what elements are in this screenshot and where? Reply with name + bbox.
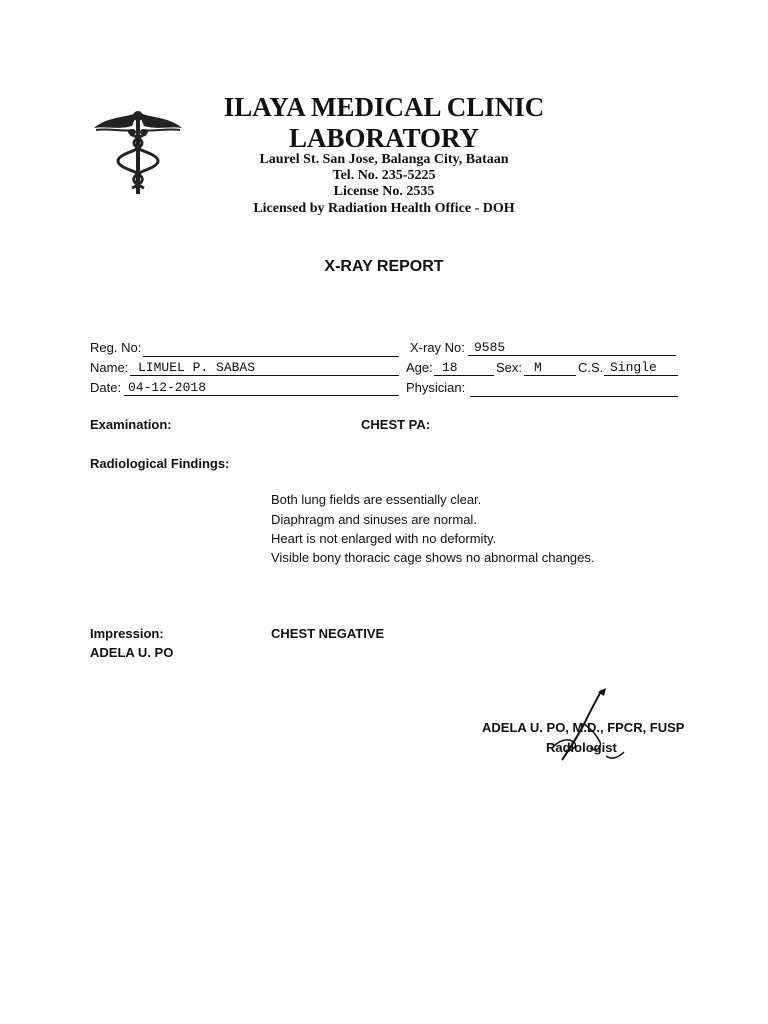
xray-no-field: 9585 — [468, 340, 676, 356]
finding-line: Visible bony thoracic cage shows no abnormal changes. — [271, 550, 595, 565]
clinic-license: License No. 2535 — [333, 184, 435, 199]
name-field: LIMUEL P. SABAS — [130, 360, 399, 376]
name-label: Name: — [90, 360, 129, 375]
signatory-title: Radiologist — [546, 740, 617, 755]
impression-label: Impression: — [90, 626, 164, 641]
impression-value: CHEST NEGATIVE — [271, 626, 385, 641]
clinic-licensed-by: Licensed by Radiation Health Office - DOH — [253, 201, 515, 216]
clinic-name — [150, 92, 618, 154]
cs-field: Single — [604, 360, 678, 376]
findings-label: Radiological Findings: — [90, 456, 230, 471]
xray-no-label: X-ray No: — [410, 340, 465, 355]
cs-label: C.S. — [578, 360, 604, 375]
sex-label: Sex: — [496, 360, 523, 375]
examination-value: CHEST PA: — [361, 417, 431, 432]
date-label: Date: — [90, 380, 122, 395]
signatory-name: ADELA U. PO, M.D., FPCR, FUSP — [482, 720, 685, 735]
sex-field: M — [524, 360, 576, 376]
finding-line: Diaphragm and sinuses are normal. — [271, 512, 477, 527]
clinic-name-line2: LABORATORY — [288, 123, 480, 153]
reg-no-field — [143, 340, 399, 357]
report-title: X-RAY REPORT — [324, 258, 444, 275]
age-label: Age: — [406, 360, 433, 375]
reg-no-label: Reg. No: — [90, 340, 142, 355]
impression-name: ADELA U. PO — [90, 645, 174, 660]
date-field: 04-12-2018 — [124, 380, 399, 396]
physician-label: Physician: — [406, 380, 466, 395]
clinic-tel: Tel. No. 235-5225 — [332, 168, 436, 183]
clinic-name-line1: ILAYA MEDICAL CLINIC — [223, 92, 545, 122]
physician-field — [470, 380, 678, 397]
clinic-address: Laurel St. San Jose, Balanga City, Bataan — [259, 152, 509, 167]
examination-label: Examination: — [90, 417, 172, 432]
age-field: 18 — [434, 360, 494, 376]
finding-line: Both lung fields are essentially clear. — [271, 492, 482, 507]
finding-line: Heart is not enlarged with no deformity. — [271, 531, 497, 546]
